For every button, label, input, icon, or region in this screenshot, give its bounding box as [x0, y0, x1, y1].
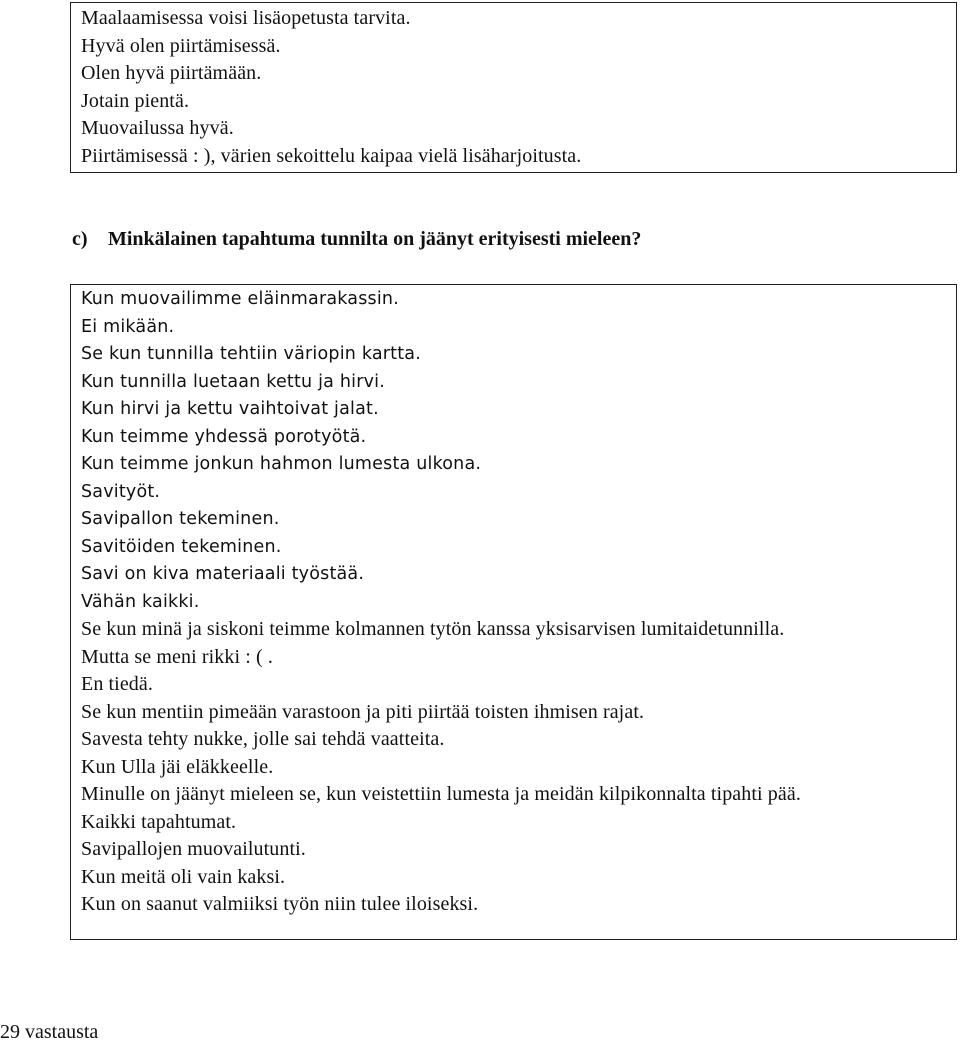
- answer-line: Savipallon tekeminen.: [81, 509, 280, 529]
- question-letter: c): [72, 228, 88, 250]
- answer-line: Piirtämisessä : ), värien sekoittelu kaipaa vielä lisäharjoitusta.: [81, 144, 582, 167]
- answer-line: Jotain pientä.: [81, 89, 190, 112]
- answer-line: Maalaamisessa voisi lisäopetusta tarvita.: [81, 7, 411, 29]
- answer-line: Savipallojen muovailutunti.: [81, 838, 306, 860]
- question-heading: [72, 228, 641, 251]
- answer-line: Savesta tehty nukke, jolle sai tehdä vaatteita.: [81, 728, 445, 750]
- answer-line: Kun tunnilla luetaan kettu ja hirvi.: [81, 371, 385, 392]
- answer-line: Mutta se meni rikki : ( .: [81, 645, 273, 668]
- response-count: 29 vastausta: [0, 1021, 99, 1043]
- answer-line: En tiedä.: [81, 673, 153, 695]
- answer-line: Savitöiden tekeminen.: [81, 536, 282, 557]
- answer-line: Se kun tunnilla tehtiin väriopin kartta.: [81, 344, 421, 364]
- answer-line: Vähän kaikki.: [81, 591, 200, 612]
- answer-line: Kun meitä oli vain kaksi.: [81, 865, 286, 888]
- answer-line: Kun teimme jonkun hahmon lumesta ulkona.: [81, 454, 482, 474]
- answers-box-previous: [70, 2, 957, 173]
- answer-line: Savityöt.: [81, 481, 161, 502]
- answer-line: Olen hyvä piirtämään.: [81, 62, 262, 85]
- answer-line: Kun hirvi ja kettu vaihtoivat jalat.: [81, 399, 379, 419]
- question-text: Minkälainen tapahtuma tunnilta on jäänyt erityisesti mieleen?: [108, 228, 642, 250]
- answer-line: Kun muovailimme eläinmarakassin.: [81, 289, 399, 309]
- answer-line: Hyvä olen piirtämisessä.: [81, 34, 281, 57]
- answer-line: Kun on saanut valmiiksi työn niin tulee iloiseksi.: [81, 893, 479, 915]
- answer-line: Minulle on jäänyt mieleen se, kun veistettiin lumesta ja meidän kilpikonnalta tipahti pää.: [81, 783, 801, 805]
- answer-line: Kun Ulla jäi eläkkeelle.: [81, 755, 274, 778]
- answer-line: Se kun minä ja siskoni teimme kolmannen tytön kanssa yksisarvisen lumitaidetunnilla.: [81, 618, 785, 640]
- answer-line: Kaikki tapahtumat.: [81, 810, 237, 833]
- answer-line: Kun teimme yhdessä porotyötä.: [81, 426, 367, 447]
- answer-line: Savi on kiva materiaali työstää.: [81, 564, 365, 584]
- answer-line: Muovailussa hyvä.: [81, 117, 234, 140]
- answer-line: Se kun mentiin pimeään varastoon ja piti piirtää toisten ihmisen rajat.: [81, 700, 645, 723]
- answer-line: Ei mikään.: [81, 316, 175, 337]
- answers-box: [70, 284, 957, 940]
